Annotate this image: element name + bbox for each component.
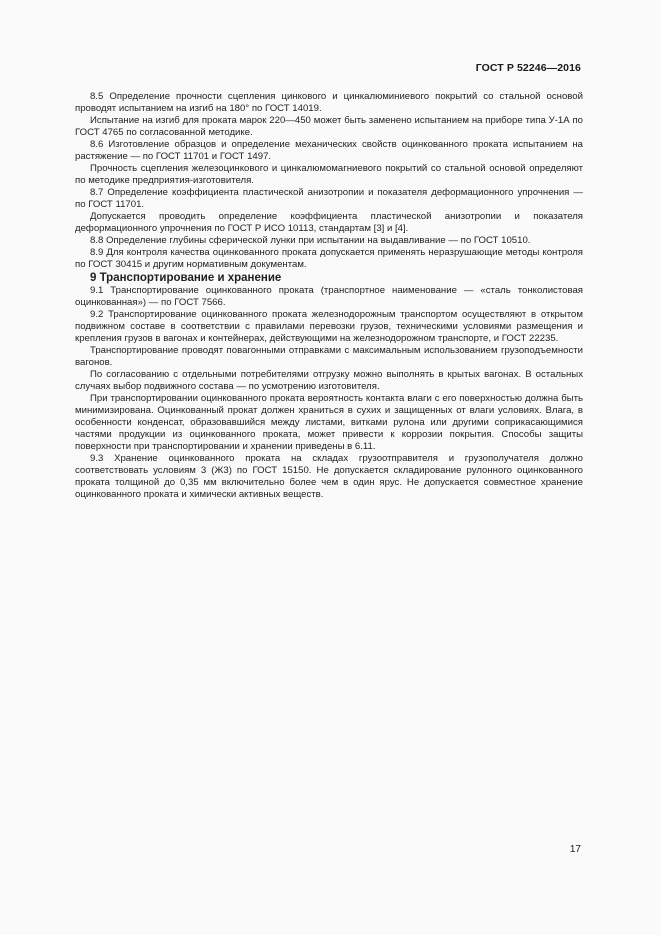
paragraph-8-6: 8.6 Изготовление образцов и определение механических свойств оцинкованного проката испытанием на растяжение — по ГОСТ 11701 и ГОСТ 1497.	[75, 139, 583, 162]
paragraph-8-5-note: Испытание на изгиб для проката марок 220—450 может быть заменено испытанием на приборе типа У-1А по ГОСТ 4765 по согласованной методике.	[75, 115, 583, 138]
paragraph-8-7: 8.7 Определение коэффициента пластической анизотропии и показателя деформационного упрочнения — по ГОСТ 11701.	[75, 187, 583, 210]
section-title: 9 Транспортирование и хранение	[90, 272, 282, 284]
paragraph-9-3: 9.3 Хранение оцинкованного проката на складах грузоотправителя и грузополучателя должно соответствовать условиям 3 (Ж3) по ГОСТ 15150. Не допускается складирование рулонного оцинкованного проката толщиной до 0,35 мм включительно более чем в один ярус. Не допускается совместное хранение оцинкованного проката и химически активных веществ.	[75, 453, 583, 500]
paragraph-8-9: 8.9 Для контроля качества оцинкованного проката допускается применять неразрушающие методы контроля по ГОСТ 30415 и другим нормативным документам.	[75, 247, 583, 270]
paragraph-9-2-note-3: При транспортировании оцинкованного проката вероятность контакта влаги с его поверхностью должна быть минимизирована. Оцинкованный прокат должен храниться в сухих и защищенных от влаги условиях. Влага, в особенности конденсат, образовавшийся между листами, витками рулона или другими соприкасающимися частями продукции из оцинкованного проката, может привести к коррозии покрытия. Способы защиты поверхности при транспортировании и хранении приведены в 6.11.	[75, 393, 583, 452]
document-body	[75, 91, 583, 501]
paragraph-9-2-note-1: Транспортирование проводят повагонными отправками с максимальным использованием грузоподъемности вагонов.	[75, 345, 583, 368]
paragraph-9-2: 9.2 Транспортирование оцинкованного проката железнодорожным транспортом осуществляют в открытом подвижном составе в соответствии с правилами перевозки грузов, техническими условиями размещения и крепления грузов в вагонах и контейнерах, действующими на железнодорожном транспорте, и ГОСТ 22235.	[75, 309, 583, 344]
paragraph-8-5: 8.5 Определение прочности сцепления цинкового и цинкалюминиевого покрытий со стальной основой проводят испытанием на изгиб на 180° по ГОСТ 14019.	[75, 91, 583, 114]
paragraph-8-6-note: Прочность сцепления железоцинкового и цинкалюмомагниевого покрытий со стальной основой определяют по методике предприятия-изготовителя.	[75, 163, 583, 186]
standard-header: ГОСТ Р 52246—2016	[475, 62, 581, 74]
paragraph-9-1: 9.1 Транспортирование оцинкованного проката (транспортное наименование — «сталь тонколистовая оцинкованная») — по ГОСТ 7566.	[75, 285, 583, 308]
paragraph-8-8: 8.8 Определение глубины сферической лунки при испытании на выдавливание — по ГОСТ 10510.	[90, 235, 531, 246]
paragraph-8-7-note: Допускается проводить определение коэффициента пластической анизотропии и показателя деформационного упрочнения по ГОСТ Р ИСО 10113, стандартам [3] и [4].	[75, 211, 583, 234]
paragraph-9-2-note-2: По согласованию с отдельными потребителями отгрузку можно выполнять в крытых вагонах. В остальных случаях выбор подвижного состава — по усмотрению изготовителя.	[75, 369, 583, 392]
page-number: 17	[569, 844, 581, 855]
